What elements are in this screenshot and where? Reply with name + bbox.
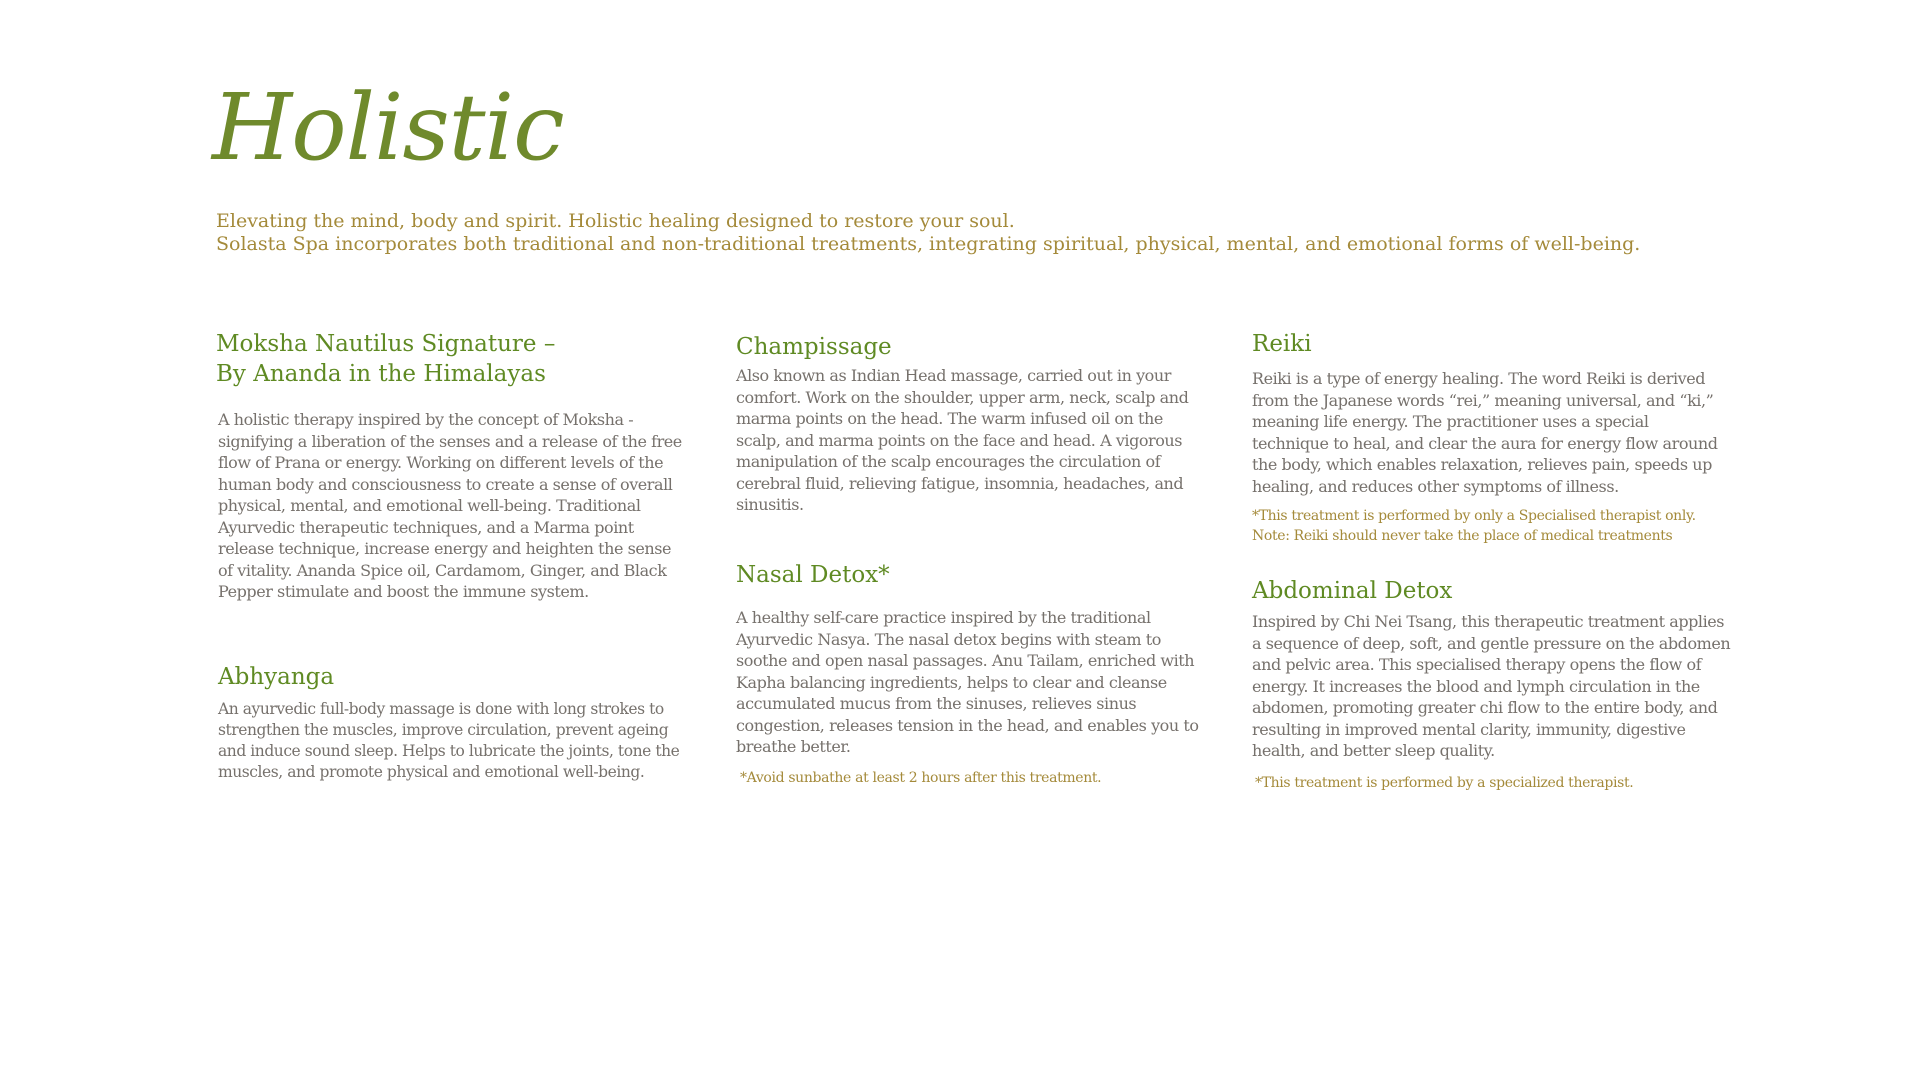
- treatment-title: Champissage: [736, 334, 892, 360]
- treatment-description: A holistic therapy inspired by the concept of Moksha - signifying a liberation of the senses and a release of the free flow of Prana or energy. Working on different levels of the human body and consciousness to create a sense of overall physical, mental, and emotional well-being. Traditional Ayurvedic therapeutic techniques, and a Marma point release technique, increase energy and heighten the sense of vitality. Ananda Spice oil, Cardamom, Ginger, and Black Pepper stimulate and boost the immune system.: [218, 410, 682, 601]
- intro-line-2: Solasta Spa incorporates both traditional and non-traditional treatments, integrating spiritual, physical, mental, and emotional forms of well-being.: [216, 233, 1641, 255]
- page-title: Holistic: [212, 74, 564, 181]
- treatment-reiki: [1252, 329, 1732, 546]
- treatment-abdominal-detox: [1252, 576, 1732, 793]
- treatment-champissage: [736, 332, 1206, 516]
- treatment-title: Abhyanga: [218, 664, 335, 690]
- treatment-moksha: [216, 329, 686, 603]
- treatment-note: *Avoid sunbathe at least 2 hours after this treatment.: [740, 769, 1102, 786]
- treatment-description: Reiki is a type of energy healing. The word Reiki is derived from the Japanese words “rei,” meaning universal, and “ki,” meaning life energy. The practitioner uses a special technique to heal, and clear the aura for energy flow around the body, which enables relaxation, relieves pain, speeds up healing, and reduces other symptoms of illness.: [1252, 369, 1718, 496]
- treatment-note-line-1: *This treatment is performed by only a Specialised therapist only.: [1252, 508, 1696, 524]
- treatment-title: Abdominal Detox: [1252, 578, 1453, 604]
- treatment-description: Also known as Indian Head massage, carried out in your comfort. Work on the shoulder, upper arm, neck, scalp and marma points on the head. The warm infused oil on the scalp, and marma points on the face and head. A vigorous manipulation of the scalp encourages the circulation of cerebral fluid, relieving fatigue, insomnia, headaches, and sinusitis.: [736, 366, 1189, 514]
- treatment-note: *This treatment is performed by a specialized therapist.: [1255, 774, 1634, 791]
- treatment-title: Nasal Detox*: [736, 562, 890, 588]
- treatment-description: Inspired by Chi Nei Tsang, this therapeutic treatment applies a sequence of deep, soft, and gentle pressure on the abdomen and pelvic area. This specialised therapy opens the flow of energy. It increases the blood and lymph circulation in the abdomen, promoting greater chi flow to the entire body, and resulting in improved mental clarity, immunity, digestive health, and better sleep quality.: [1252, 612, 1731, 760]
- treatment-title: Reiki: [1252, 331, 1312, 357]
- treatment-abhyanga: [218, 662, 688, 783]
- intro-line-1: Elevating the mind, body and spirit. Holistic healing designed to restore your soul.: [216, 210, 1015, 232]
- intro-text: [216, 210, 1640, 256]
- treatment-title-line-1: Moksha Nautilus Signature –: [216, 331, 556, 357]
- treatment-title-line-2: By Ananda in the Himalayas: [216, 361, 546, 387]
- treatment-note-line-2: Note: Reiki should never take the place of medical treatments: [1252, 527, 1673, 544]
- treatment-description: An ayurvedic full-body massage is done with long strokes to strengthen the muscles, improve circulation, prevent ageing and induce sound sleep. Helps to lubricate the joints, tone the muscles, and promote physical and emotional well-being.: [218, 700, 680, 781]
- treatment-description: A healthy self-care practice inspired by the traditional Ayurvedic Nasya. The nasal detox begins with steam to soothe and open nasal passages. Anu Tailam, enriched with Kapha balancing ingredients, helps to clear and cleanse accumulated mucus from the sinuses, relieves sinus congestion, releases tension in the head, and enables you to breathe better.: [736, 608, 1199, 756]
- treatment-note: [1252, 507, 1732, 546]
- treatment-nasal-detox: [736, 560, 1206, 788]
- treatment-title: [216, 329, 686, 389]
